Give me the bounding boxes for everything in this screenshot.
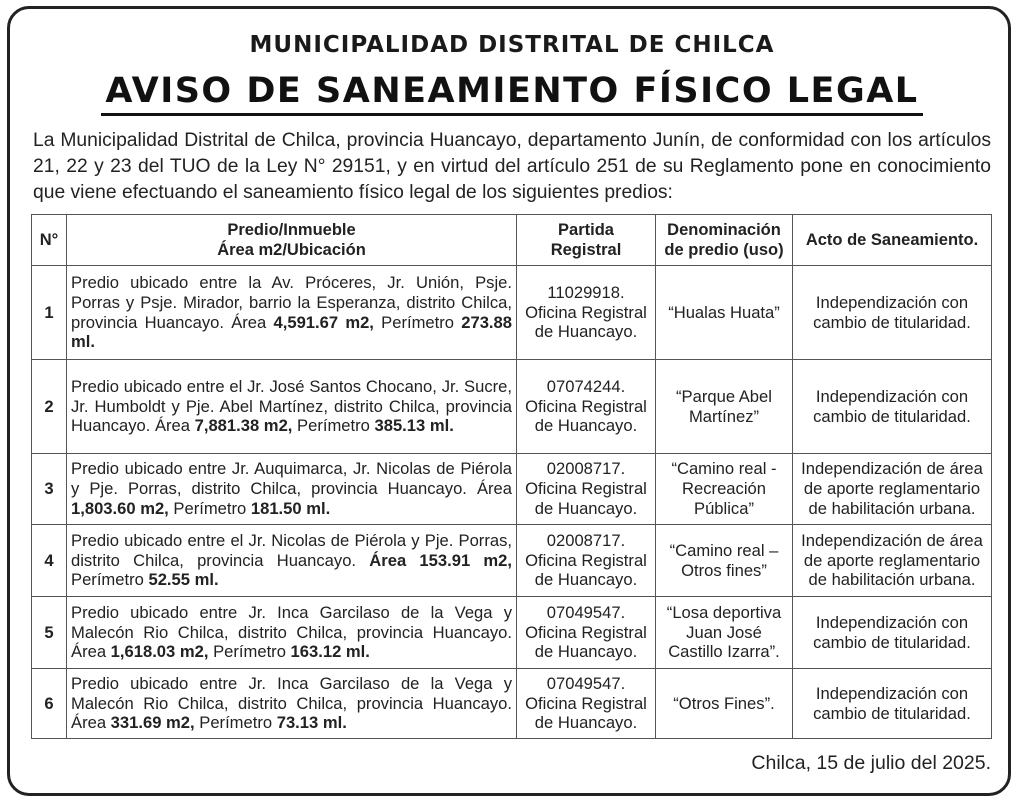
properties-table [31,214,992,739]
notice-title [0,70,1024,116]
row-partida: 02008717. Oficina Registral de Huancayo. [517,454,656,525]
header-partida-line2: Registral [550,241,622,259]
perimeter-value: 73.13 ml. [276,713,347,733]
row-acto: Independización de área de aporte reglamentario de habilitación urbana. [793,525,992,597]
row-partida: 07049547. Oficina Registral de Huancayo. [517,669,656,739]
row-denominacion: “Parque Abel Martínez” [656,360,793,454]
perimeter-value: 385.13 ml. [374,416,454,436]
desc-perimeter-label: Perímetro [194,713,277,733]
header-predio [67,215,517,266]
signing-date: Chilca, 15 de julio del 2025. [751,752,991,774]
table-row [32,525,992,597]
perimeter-value: 163.12 ml. [290,642,370,662]
row-acto: Independización con cambio de titularidad. [793,597,992,669]
area-value: 331.69 m2, [110,713,195,733]
header-partida-line1: Partida [558,221,614,239]
row-partida: 07049547. Oficina Registral de Huancayo. [517,597,656,669]
desc-perimeter-label: Perímetro [292,416,375,436]
perimeter-value: 181.50 ml. [250,498,331,518]
desc-text: Predio ubicado entre Jr. Inca Garcilaso de la Vega y Malecón Rio Chilca, distrito Chilca, provincia Huancayo. Área [71,673,512,733]
row-description [67,266,517,360]
row-description [67,454,517,525]
header-denominacion-line1: Denominación [667,221,781,239]
header-denominacion-line2: de predio (uso) [664,241,784,259]
row-description [67,360,517,454]
desc-text: Predio ubicado entre la Av. Próceres, Jr. Unión, Psje. Porras y Psje. Mirador, barrio la Esperanza, distrito Chilca, provincia Huancayo. Área [71,272,512,332]
intro-paragraph: La Municipalidad Distrital de Chilca, provincia Huancayo, departamento Junín, de conformidad con los artículos 21, 22 y 23 del TUO de la Ley N° 29151, y en virtud del artículo 251 de su Reglamento pone en conocimiento que viene efectuando el saneamiento físico legal de los siguientes predios: [33,130,991,203]
row-num: 3 [32,454,67,525]
desc-text: Predio ubicado entre Jr. Inca Garcilaso de la Vega y Malecón Rio Chilca, distrito Chilca, provincia Huancayo. Área [71,602,512,662]
row-denominacion: “Otros Fines”. [656,669,793,739]
area-value: 1,803.60 m2, [71,498,169,518]
header-predio-line1: Predio/Inmueble [227,221,356,239]
header-num: N° [32,215,67,266]
table-row [32,266,992,360]
desc-text: Predio ubicado entre el Jr. José Santos Chocano, Jr. Sucre, Jr. Humboldt y Pje. Abel Martínez, distrito Chilca, provincia Huancayo. Área [71,376,512,436]
header-predio-line2: Área m2/Ubicación [217,241,366,259]
table-row [32,360,992,454]
notice-title-text: AVISO DE SANEAMIENTO FÍSICO LEGAL [101,70,922,116]
area-value: 4,591.67 m2, [273,312,374,332]
row-denominacion: “Camino real – Otros fines” [656,525,793,597]
table-row [32,669,992,739]
row-num: 1 [32,266,67,360]
row-denominacion: “Hualas Huata” [656,266,793,360]
institution-heading: MUNICIPALIDAD DISTRITAL DE CHILCA [249,32,775,58]
area-value: 1,618.03 m2, [110,642,209,662]
row-num: 2 [32,360,67,454]
row-num: 6 [32,669,67,739]
row-acto: Independización con cambio de titularidad. [793,669,992,739]
row-description [67,669,517,739]
row-acto: Independización con cambio de titularidad. [793,266,992,360]
perimeter-value: 52.55 ml. [148,570,219,590]
row-num: 4 [32,525,67,597]
row-partida: 11029918. Oficina Registral de Huancayo. [517,266,656,360]
desc-perimeter-label: Perímetro [71,570,149,590]
header-partida [517,215,656,266]
row-acto: Independización de área de aporte reglamentario de habilitación urbana. [793,454,992,525]
area-value: Área 153.91 m2, [369,550,512,570]
row-num: 5 [32,597,67,669]
table-row [32,597,992,669]
row-description [67,597,517,669]
desc-text: Predio ubicado entre el Jr. Nicolas de Piérola y Pje. Porras, distrito Chilca, provincia Huancayo. [71,530,512,570]
row-denominacion: “Losa deportiva Juan José Castillo Izarra”. [656,597,793,669]
row-denominacion: “Camino real - Recreación Pública” [656,454,793,525]
row-partida: 02008717. Oficina Registral de Huancayo. [517,525,656,597]
perimeter-value: 273.88 ml. [71,312,513,352]
desc-perimeter-label: Perímetro [208,642,291,662]
row-description [67,525,517,597]
table-header-row [32,215,992,266]
header-acto: Acto de Saneamiento. [793,215,992,266]
header-denominacion [656,215,793,266]
area-value: 7,881.38 m2, [194,416,293,436]
row-partida: 07074244. Oficina Registral de Huancayo. [517,360,656,454]
desc-perimeter-label: Perímetro [168,498,251,518]
row-acto: Independización con cambio de titularidad. [793,360,992,454]
desc-text: Predio ubicado entre Jr. Auquimarca, Jr. Nicolas de Piérola y Pje. Porras, distrito Chilca, provincia Huancayo. Área [71,459,512,499]
table-row [32,454,992,525]
desc-perimeter-label: Perímetro [373,312,462,332]
